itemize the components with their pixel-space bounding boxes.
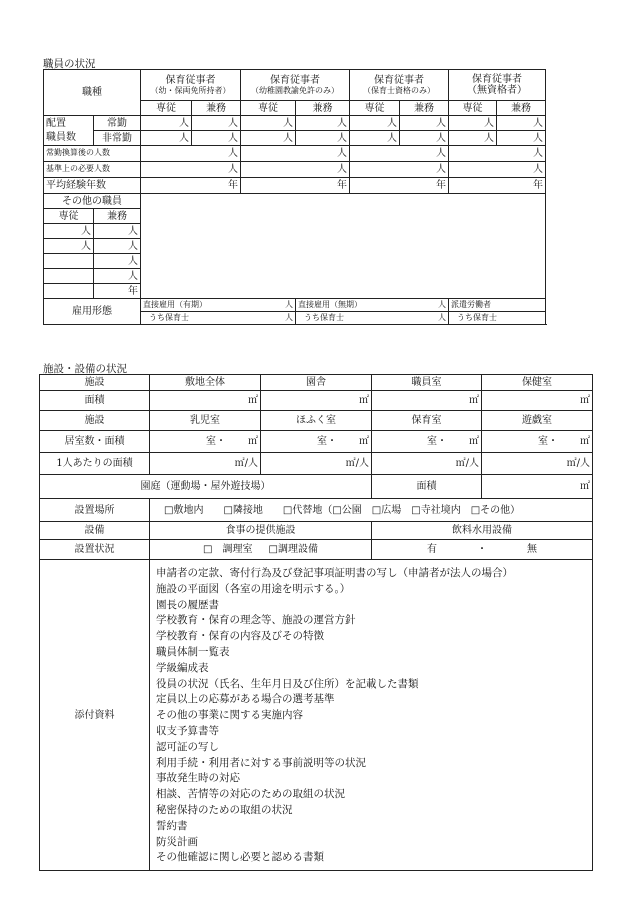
full-header: 専従: [241, 101, 296, 116]
list-item: 学校教育・保育の内容及びその特徴: [156, 630, 324, 643]
list-item: 役員の状況（氏名、生年月日及び住所）を記載した書類: [156, 677, 419, 690]
kijun-cell-1: 人: [141, 162, 241, 178]
tenpu-label: 添付資料: [40, 560, 150, 871]
list-item: 利用手続・利用者に対する事前説明等の状況: [156, 756, 366, 769]
keiken-cell-2: 年: [241, 178, 350, 194]
menseki-cell-1: ㎡: [150, 391, 261, 411]
list-item: 秘密保持のための取組の状況: [156, 803, 293, 816]
koyo-label: 雇用形態: [44, 299, 141, 325]
part-header: 兼務: [192, 101, 241, 116]
list-item: 園長の履歴書: [156, 598, 219, 611]
list-item: 定員以上の応募がある場合の選考基準: [156, 693, 335, 706]
hijokin-full-cell-2: 人: [241, 131, 296, 146]
kijun-cell-3: 人: [350, 162, 449, 178]
kansan-label: 常勤換算後の人数: [44, 146, 141, 162]
room-3: 保育室: [372, 411, 482, 431]
kansan-cell-2: 人: [241, 146, 350, 162]
basho-options[interactable]: □敷地内 □隣接地 □代替地（□公園 □広場 □寺社境内 □その他）: [150, 499, 593, 522]
keiken-cell-4: 年: [449, 178, 546, 194]
part-header: 兼務: [497, 101, 546, 116]
haichi-label: 配置: [44, 116, 94, 131]
group-header-4: 保育従事者 （無資格者）: [449, 70, 546, 101]
menseki-cell-2: ㎡: [261, 391, 372, 411]
kyoshitsu-cell-4: 室・ ㎡: [482, 431, 593, 453]
basho-label: 設置場所: [40, 499, 150, 522]
menseki-cell-3: ㎡: [372, 391, 482, 411]
setsubi-label: 設備: [40, 522, 150, 540]
hitori-cell-1: ㎡/人: [150, 453, 261, 475]
list-item: 誓約書: [156, 819, 188, 832]
inryo-options[interactable]: 有 ・ 無: [372, 540, 593, 560]
other-part-cell: 人: [94, 239, 141, 254]
hijokin-part-cell-4: 人: [497, 131, 546, 146]
hijokin-full-cell-3: 人: [350, 131, 400, 146]
jokin-label: 常勤: [94, 116, 141, 131]
list-item: 収支予算書等: [156, 724, 219, 737]
koyo-b-unit: 人: [400, 299, 449, 312]
group-header-3: 保育従事者 （保育士資格のみ）: [350, 70, 449, 101]
tenpu-list: [150, 560, 593, 871]
list-item: 防災計画: [156, 835, 198, 848]
part-header: 兼務: [296, 101, 350, 116]
hijokin-part-cell-1: 人: [192, 131, 241, 146]
shisetsu-4: 保健室: [482, 375, 593, 391]
staff-table: [43, 69, 546, 325]
kyoshitsu-cell-1: 室・ ㎡: [150, 431, 261, 453]
koyo-c-label: 派遣労働者: [449, 299, 546, 312]
keiken-cell-3: 年: [350, 178, 449, 194]
other-part-header: 兼務: [94, 209, 141, 224]
jokin-part-cell-2: 人: [296, 116, 350, 131]
jokyo-label: 設置状況: [40, 540, 150, 560]
koyo-a-sub: うち保育士: [141, 312, 241, 325]
group-header-1: 保育従事者 （幼・保両免所持者）: [141, 70, 241, 101]
job-type-header: 職種: [44, 70, 141, 116]
shisetsu-2: 園舎: [261, 375, 372, 391]
koyo-a-sub-unit: 人: [241, 312, 296, 325]
jokin-full-cell-1: 人: [141, 116, 192, 131]
koyo-a-label: 直接雇用（有期）: [141, 299, 241, 312]
koyo-b-sub: うち保育士: [296, 312, 400, 325]
room-2: ほふく室: [261, 411, 372, 431]
group-header-2: 保育従事者 （幼稚園教諭免許のみ）: [241, 70, 350, 101]
list-item: 事故発生時の対応: [156, 772, 240, 785]
hijokin-label: 非常勤: [94, 131, 141, 146]
full-header: 専従: [141, 101, 192, 116]
list-item: 申請者の定款、寄付行為及び登記事項証明書の写し（申請者が法人の場合）: [156, 567, 513, 579]
hitori-label: 1人あたりの面積: [40, 453, 150, 475]
jokin-full-cell-4: 人: [449, 116, 497, 131]
kijun-cell-2: 人: [241, 162, 350, 178]
teien-menseki-cell: ㎡: [482, 475, 593, 499]
kyoshitsu-cell-3: 室・ ㎡: [372, 431, 482, 453]
jokin-part-cell-1: 人: [192, 116, 241, 131]
other-part-cell: 人: [94, 269, 141, 284]
menseki-cell-4: ㎡: [482, 391, 593, 411]
koyo-b-sub-unit: 人: [400, 312, 449, 325]
facility-section-title: 施設・設備の状況: [43, 363, 127, 375]
chori-options[interactable]: □ 調理室 □調理設備: [150, 540, 372, 560]
hitori-cell-3: ㎡/人: [372, 453, 482, 475]
list-item: その他の事業に関する実施内容: [156, 709, 303, 722]
shisetsu-label: 施設: [40, 375, 150, 391]
keiken-cell-1: 年: [141, 178, 241, 194]
keiken-label: 平均経験年数: [44, 178, 141, 194]
koyo-b-label: 直接雇用（無期）: [296, 299, 400, 312]
other-full-cell: [44, 284, 94, 299]
other-full-cell: [44, 269, 94, 284]
other-staff-blank: [141, 194, 546, 299]
kansan-cell-3: 人: [350, 146, 449, 162]
full-header: 専従: [449, 101, 497, 116]
list-item: 職員体制一覧表: [156, 645, 230, 658]
other-part-cell: 人: [94, 254, 141, 269]
jokin-full-cell-3: 人: [350, 116, 400, 131]
list-item: 相談、苦情等の対応のための取組の状況: [156, 788, 345, 801]
staff-section-title: 職員の状況: [43, 58, 96, 70]
list-item: その他確認に関し必要と認める書類: [156, 851, 324, 864]
other-full-cell: 人: [44, 239, 94, 254]
kyoshitsu-label: 居室数・面積: [40, 431, 150, 453]
hitori-cell-2: ㎡/人: [261, 453, 372, 475]
hijokin-full-cell-4: 人: [449, 131, 497, 146]
hijokin-part-cell-2: 人: [296, 131, 350, 146]
kijun-cell-4: 人: [449, 162, 546, 178]
list-item: 施設の平面図（各室の用途を明示する。）: [156, 582, 351, 595]
kijun-label: 基準上の必要人数: [44, 162, 141, 178]
shokuinsu-label: 職員数: [44, 131, 94, 146]
hijokin-part-cell-3: 人: [400, 131, 449, 146]
shisetsu-label-2: 施設: [40, 411, 150, 431]
part-header: 兼務: [400, 101, 449, 116]
list-item: 学校教育・保育の理念等、施設の運営方針: [156, 614, 356, 627]
facility-table: [39, 374, 593, 871]
hitori-cell-4: ㎡/人: [482, 453, 593, 475]
kansan-cell-1: 人: [141, 146, 241, 162]
hijokin-full-cell-1: 人: [141, 131, 192, 146]
kansan-cell-4: 人: [449, 146, 546, 162]
other-staff-title: その他の職員: [44, 194, 141, 209]
list-item: 学級編成表: [156, 661, 209, 674]
teien-menseki-label: 面積: [372, 475, 482, 499]
teien-label: 園庭（運動場・屋外遊技場）: [40, 475, 372, 499]
other-full-header: 専従: [44, 209, 94, 224]
other-part-cell: 年: [94, 284, 141, 299]
inryo-label: 飲料水用設備: [372, 522, 593, 540]
room-4: 遊戯室: [482, 411, 593, 431]
other-part-cell: 人: [94, 224, 141, 239]
menseki-label: 面積: [40, 391, 150, 411]
koyo-c-sub: うち保育士: [449, 312, 546, 325]
full-header: 専従: [350, 101, 400, 116]
other-full-cell: [44, 254, 94, 269]
koyo-a-unit: 人: [241, 299, 296, 312]
jokin-part-cell-3: 人: [400, 116, 449, 131]
kyoshitsu-cell-2: 室・ ㎡: [261, 431, 372, 453]
list-item: 認可証の写し: [156, 740, 219, 753]
shokuji-label: 食事の提供施設: [150, 522, 372, 540]
shisetsu-3: 職員室: [372, 375, 482, 391]
other-full-cell: 人: [44, 224, 94, 239]
shisetsu-1: 敷地全体: [150, 375, 261, 391]
jokin-full-cell-2: 人: [241, 116, 296, 131]
jokin-part-cell-4: 人: [497, 116, 546, 131]
room-1: 乳児室: [150, 411, 261, 431]
